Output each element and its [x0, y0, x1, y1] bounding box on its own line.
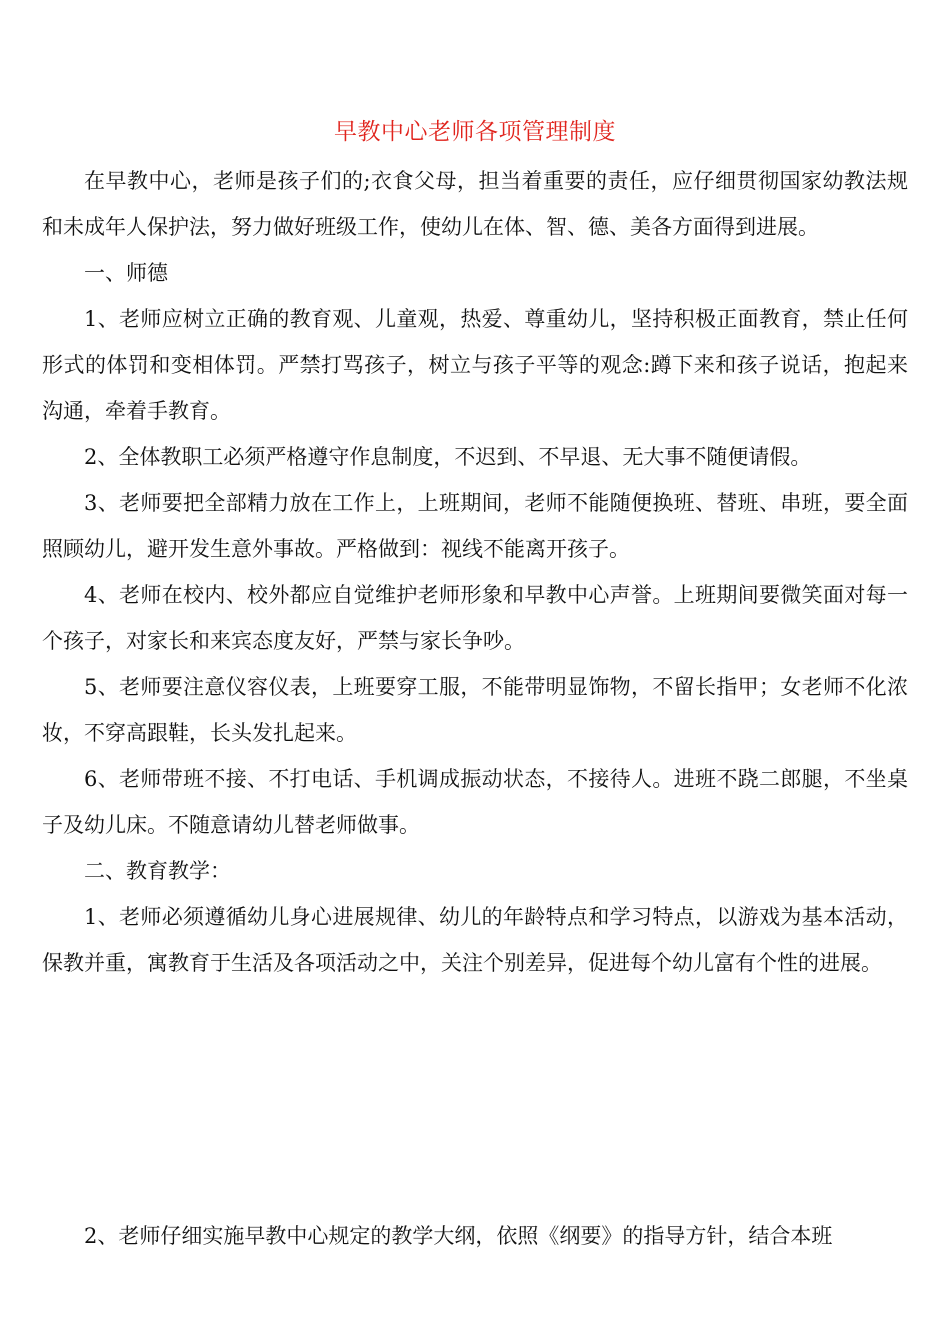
rule-paragraph: 1、老师应树立正确的教育观、儿童观，热爱、尊重幼儿，坚持积极正面教育，禁止任何形式的体罚和变相体罚。严禁打骂孩子，树立与孩子平等的观念:蹲下来和孩子说话，抱起来沟通，牵着手教育。 [42, 307, 908, 423]
document-title: 早教中心老师各项管理制度 [334, 119, 616, 145]
rule-paragraph: 5、老师要注意仪容仪表，上班要穿工服，不能带明显饰物，不留长指甲；女老师不化浓妆，不穿高跟鞋，长头发扎起来。 [42, 675, 908, 745]
section-heading-teacher-ethics: 一、师德 [84, 261, 168, 285]
rule-paragraph: 3、老师要把全部精力放在工作上，上班期间，老师不能随便换班、替班、串班，要全面照顾幼儿，避开发生意外事故。严格做到：视线不能离开孩子。 [42, 491, 908, 561]
rule-paragraph: 1、老师必须遵循幼儿身心进展规律、幼儿的年龄特点和学习特点，以游戏为基本活动，保教并重，寓教育于生活及各项活动之中，关注个别差异，促进每个幼儿富有个性的进展。 [42, 905, 908, 975]
rule-paragraph: 2、老师仔细实施早教中心规定的教学大纲，依照《纲要》的指导方针，结合本班 [84, 1224, 833, 1248]
rule-paragraph: 6、老师带班不接、不打电话、手机调成振动状态，不接待人。进班不跷二郎腿，不坐桌子及幼儿床。不随意请幼儿替老师做事。 [42, 767, 908, 837]
document-body-continued [42, 1213, 908, 1259]
intro-paragraph: 在早教中心，老师是孩子们的;衣食父母，担当着重要的责任，应仔细贯彻国家幼教法规和未成年人保护法，努力做好班级工作，使幼儿在体、智、德、美各方面得到进展。 [42, 169, 908, 239]
section-heading-education-teaching: 二、教育教学： [84, 859, 231, 883]
document-body [42, 158, 908, 986]
rule-paragraph: 2、全体教职工必须严格遵守作息制度，不迟到、不早退、无大事不随便请假。 [84, 445, 812, 469]
rule-paragraph: 4、老师在校内、校外都应自觉维护老师形象和早教中心声誉。上班期间要微笑面对每一个孩子，对家长和来宾态度友好，严禁与家长争吵。 [42, 583, 908, 653]
